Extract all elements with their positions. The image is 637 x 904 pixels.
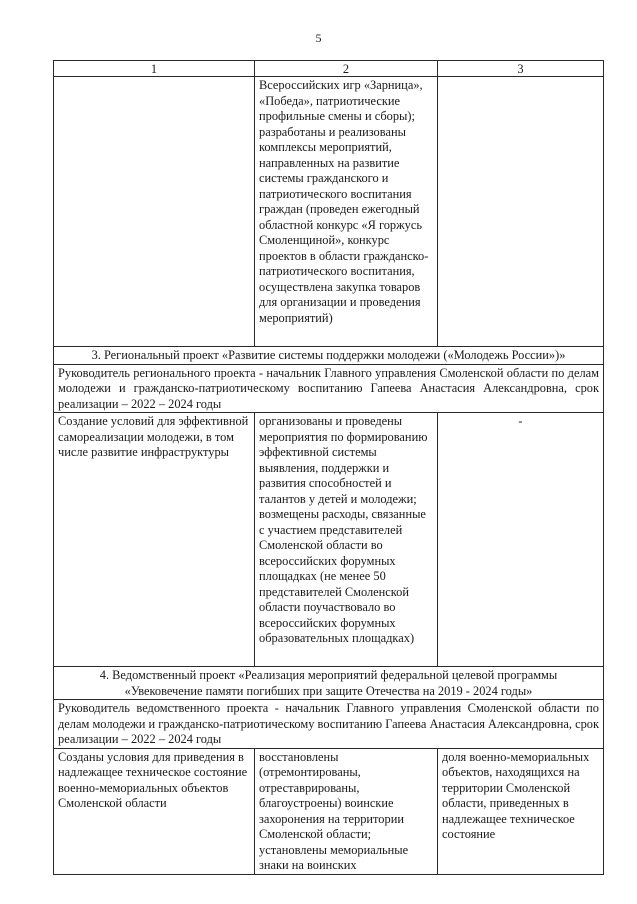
section4-body-row	[54, 748, 604, 874]
section3-title: 3. Региональный проект «Развитие системы поддержки молодежи («Молодежь России»)»	[54, 347, 604, 365]
section3-col1: Создание условий для эффективной самореализации молодежи, в том числе развитие инфраструктуры	[54, 413, 255, 667]
section4-col1: Созданы условия для приведения в надлежащее техническое состояние военно-мемориальных объектов Смоленской области	[54, 748, 255, 874]
section4-head-row	[54, 700, 604, 749]
block1-col3	[438, 77, 604, 347]
section4-head: Руководитель ведомственного проекта - начальник Главного управления Смоленской области по делам молодежи и гражданско-патриотическому воспитанию Гапеева Анастасия Александровна, срок реализации – 2022 – 2024 годы	[54, 700, 604, 749]
section3-col3	[438, 413, 604, 667]
section3-col2: организованы и проведены мероприятия по формированию эффективной системы выявления, поддержки и развития способностей и талантов у детей и молодежи; возмещены расходы, связанные с участием представителей Смоленской области во всероссийских форумных площадках (не менее 50 представителей Смоленской области поучаствовало во всероссийских форумных образовательных площадках)	[255, 413, 438, 667]
header-col-3: 3	[438, 61, 604, 77]
section4-title-line2: «Увековечение памяти погибших при защите Отечества на 2019 - 2024 годы»	[124, 683, 533, 698]
header-col-2: 2	[255, 61, 438, 77]
page-number: 5	[315, 31, 322, 45]
section3-head: Руководитель регионального проекта - начальник Главного управления Смоленской области по делам молодежи и гражданско-патриотическому воспитанию Гапеева Анастасия Александровна, срок реализации – 2022 – 2024 годы	[54, 364, 604, 413]
report-table	[53, 60, 604, 875]
header-row	[54, 61, 604, 77]
section3-col3-dash: -	[518, 414, 523, 428]
header-col-1: 1	[54, 61, 255, 77]
section4-title	[54, 667, 604, 700]
block1-col1	[54, 77, 255, 347]
section3-title-row	[54, 347, 604, 365]
section4-col2: восстановлены (отремонтированы, отреставрированы, благоустроены) воинские захоронения на территории Смоленской области; установлены мемориальные знаки на воинских	[255, 748, 438, 874]
section3-body-row	[54, 413, 604, 667]
section4-col3: доля военно-мемориальных объектов, находящихся на территории Смоленской области, приведенных в надлежащее техническое состояние	[438, 748, 604, 874]
section3-head-row	[54, 364, 604, 413]
section4-title-row	[54, 667, 604, 700]
section4-title-line1: 4. Ведомственный проект «Реализация мероприятий федеральной целевой программы	[99, 668, 558, 682]
block1-row	[54, 77, 604, 347]
block1-col2: Всероссийских игр «Зарница», «Победа», патриотические профильные смены и сборы); разработаны и реализованы комплексы мероприятий, направленных на развитие системы гражданского и патриотического воспитания граждан (проведен ежегодный областной конкурс «Я горжусь Смоленщиной», конкурс проектов в области гражданско-патриотического воспитания, осуществлена закупка товаров для организации и проведения мероприятий)	[255, 77, 438, 347]
